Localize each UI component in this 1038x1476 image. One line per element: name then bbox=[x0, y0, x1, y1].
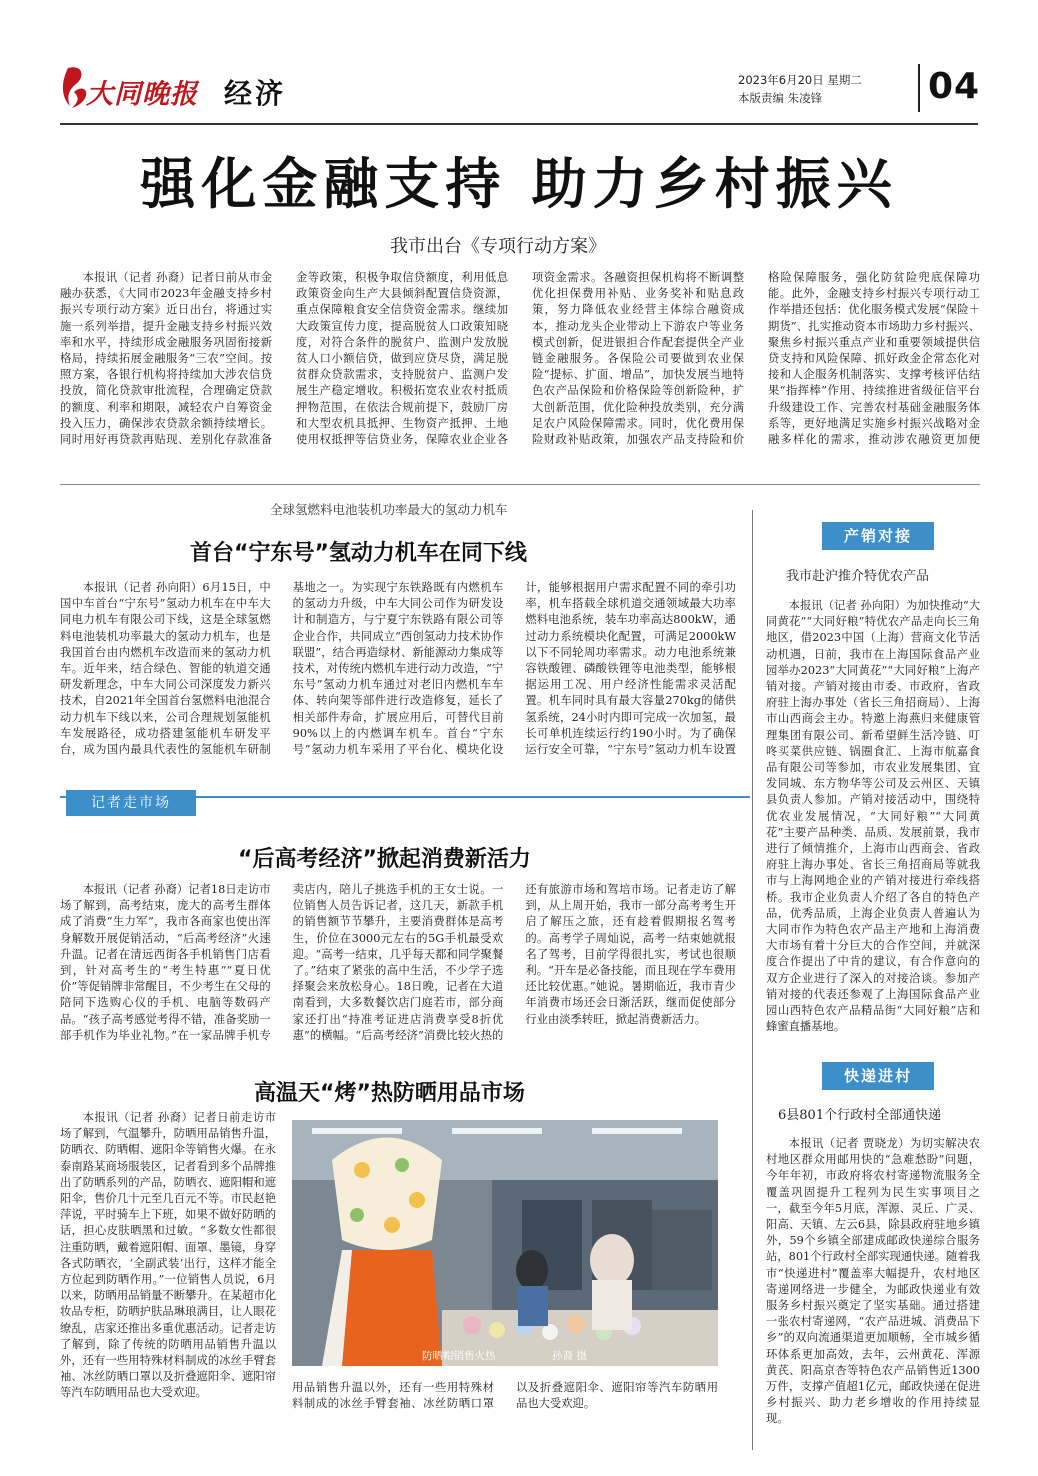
newspaper-logo-text: 大同晚报 bbox=[86, 79, 198, 110]
train-kicker: 全球氢燃料电池装机功率最大的氢动力机车 bbox=[270, 502, 508, 517]
lead-divider bbox=[60, 484, 980, 485]
train-article-text: 本报讯（记者 孙向阳）6月15日，中国中车首台“宁东号”氢动力机车在中车大同电力机车有限公司下线，这是全球氢燃料电池装机功率最大的氢动力机车，也是我国首台由内燃机车改造而来的氢动力机车。近年来，结合绿色、智能的轨道交通研发新理念，中车大同公司深度发力新兴技术，自2021年全国首台氢燃料电池混合动力机车下线以来，公司合理规划氢能机车发展路径，成功搭建氢能机车研发平台，成为国内最具代表性的氢能机车研制基地之一。为实现宁东铁路既有内燃机车的氢动力升级，中车大同公司作为研发设计和制造方，与宁夏宁东铁路有限公司等企业合作，共同成立“西创氢动力技术协作联盟”，结合再造绿材、新能源动力集成等技术，对传统内燃机车进行动力改造，“宁东号”氢动力机车通过对老旧内燃机车车体、转向架等部件进行改造修复，延长了相关部件寿命，扩展应用后，可替代目前90%以上的内燃调车机车。首台“宁东号”氢动力机车采用了平台化、模块化设计，能够根据用户需求配置不同的牵引功率，机车搭载全球机道交通领域最大功率燃料电池系统，装车功率高达800kW，通过动力系统模块化配置，可满足2000kW以下不同轮周功率需求。动力电池系统兼容铁酸锂、磷酸铁锂等电池类型，能够根据运用工况、用户经济性能需求灵活配置。机车同时具有最大容量270kg的储供氢系统，24小时内即可完成一次加氢，最长可单机连续运行约190小时。为了确保运行安全可靠，“宁东号”氢动力机车设置 bbox=[60, 581, 736, 757]
sidebar-tag-sales: 产销对接 bbox=[822, 522, 934, 550]
lead-article-text: 本报讯（记者 孙裔）记者日前从市金融办获悉，《大同市2023年金融支持乡村振兴专项行动方案》近日出台，将通过实施一系列举措，提升金融支持乡村振兴效率和水平，持续形成金融服务巩固衔接新格局，持续拓展金融服务“三农”空间。按照方案，各银行机构将持续加大涉农信贷投放，简化贷款审批流程，合理确定贷款的额度、利率和期限，减轻农户自筹资金投入压力，确保涉农贷款余额持续增长。同时用好再贷款再贴现、差别化存款准备金等政策，积极争取信贷额度，利用低息政策资金向生产大县倾斜配置信贷资源，重点保障粮食安全信贷资金需求。继续加大政策宣传力度，提高脱贫人口政策知晓度，对符合条件的脱贫户、监测户发放脱贫人口小额信贷，做到应贷尽贷，满足脱贫群众贷款需求，支持脱贫户、监测户发展生产稳定增收。积极拓宽农业农村抵质押物范围，在依法合规前提下，鼓励厂房和大型农机具抵押、生物资产抵押、土地使用权抵押等信贷业务，保障农业企业各项资金需求。各融资担保机构将不断调整优化担保费用补贴、业务奖补和贴息政策，努力降低农业经营主体综合融资成本，推动龙头企业带动上下游农户等业务模式创新，促进银担合作配套提供全产业链金融服务。各保险公司要做到农业保险“提标、扩面、增品”，加快发展当地特色农产品保险和价格保险等创新险种，扩大创新范围，优化险种投放类别，充分满足农户风险保障需求。同时，优化费用保险财政补贴政策，加强农产品支持险和价格险保障服务，强化防贫险兜底保障功能。此外，金融支持乡村振兴专项行动工作举措还包括：优化服务模式发展“保险＋期货”、扎实推动资本市场助力乡村振兴、聚焦乡村振兴重点产业和重要领域提供信贷支持和风险保障、抓好政金企常态化对接和人企服务机制落实、支撑考核评估结果“指挥棒”作用、持续推进省级征信平台升级建设工作、完善农村基础金融服务体系等，更好地满足实施乡村振兴战略对金融多样化的需求，推动涉农融资更加便 bbox=[60, 271, 980, 447]
store-scene-image bbox=[292, 1120, 718, 1366]
lead-subheadline: 我市出台《专项行动方案》 bbox=[390, 236, 606, 257]
page-number: 04 bbox=[928, 66, 981, 107]
page-number-divider bbox=[918, 64, 920, 112]
issue-date: 2023年6月20日 星期二 bbox=[738, 73, 862, 87]
train-article-body bbox=[60, 580, 736, 770]
sunscreen-article-body-bottom bbox=[292, 1380, 718, 1446]
sidebar-divider bbox=[752, 510, 753, 1450]
sunscreen-photo bbox=[292, 1120, 718, 1366]
sunscreen-article-body-left bbox=[60, 1110, 276, 1448]
gaokao-article-text: 本报讯（记者 孙裔）记者18日走访市场了解到，高考结束，庞大的高考生群体成了消费“生力军”，我市各商家也使出浑身解数开展促销活动，“后高考经济”火速升温。记者在清远西街各手机销售门店看到，针对高考生的“考生特惠”“夏日优价”等促销牌非常醒目，不少考生在父母的陪同下选购心仪的手机、电脑等数码产品。“孩子高考感觉考得不错，准备奖励一部手机作为毕业礼物。”在一家品牌手机专卖店内，陪儿子挑选手机的王女士说。一位销售人员告诉记者，这几天，新款手机的销售额节节攀升，主要消费群体是高考生，价位在3000元左右的5G手机最受欢迎。“高考一结束，几乎每天都和同学聚餐了。”结束了紧张的高中生活，不少学子选择聚会来放松身心。18日晚，记者在大道南看到，大多数餐饮店门庭若市，部分商家还打出“持准考证进店消费享受8折优惠”的横幅。“后高考经济”消费比较火热的还有旅游市场和驾培市场。记者走访了解到，从上周开始，我市一部分高考考生开启了解压之旅，还有趁着假期报名驾考的。高考学子周灿说，高考一结束她就报名了驾考，目前学得很扎实，考试也很顺利。“开车是必备技能，而且现在学车费用还比较优惠。”她说。暑期临近，我市青少年消费市场还会日渐活跃，继而促使部分行业由淡季转旺，掀起消费新活力。 bbox=[60, 883, 736, 1042]
lead-article-body bbox=[60, 270, 980, 462]
gaokao-headline: “后高考经济”掀起消费新活力 bbox=[238, 847, 531, 872]
lead-headline: 强化金融支持 助力乡村振兴 bbox=[140, 152, 898, 216]
market-section-tag: 记者走市场 bbox=[66, 790, 196, 816]
masthead bbox=[60, 60, 985, 120]
sidebar-tag-express: 快递进村 bbox=[822, 1062, 934, 1090]
sidebar-title-express: 6县801个行政村全部通快递 bbox=[778, 1108, 942, 1123]
train-headline: 首台“宁东号”氢动力机车在同下线 bbox=[190, 541, 527, 566]
sidebar-article-express bbox=[766, 1136, 980, 1448]
sidebar-article-express-text: 本报讯（记者 贾晓龙）为切实解决农村地区群众用邮用快的“急难愁盼”问题，今年年初，市政府将农村寄递物流服务全覆盖巩固提升工程列为民生实事项目之一，截至今年5月底，浑源、灵丘、广灵、阳高、天镇、左云6县，除县政府驻地乡镇外，59个乡镇全部建成邮政快递综合服务站，801个行政村全部实现通快递。随着我市“快递进村”覆盖率大幅提升，农村地区寄递网络进一步健全，为邮政快递业有效服务乡村振兴奠定了坚实基础。通过搭建一张农村寄递网，“农产品进城、消费品下乡”的双向流通渠道更加顺畅，全市城乡循环体系更加高效，去年，云州黄花、浑源黄芪、阳高京杏等特色农产品销售近1300万件，支撑产值超1亿元，邮政快递在促进乡村振兴、助力老乡增收的作用持续显现。 bbox=[766, 1137, 980, 1426]
sidebar-title-sales: 我市赴沪推介特优农产品 bbox=[786, 569, 930, 584]
photo-credit: 孙裔 摄 bbox=[552, 1350, 587, 1362]
section-name: 经济 bbox=[224, 77, 287, 110]
sunscreen-headline: 高温天“烤”热防晒用品市场 bbox=[254, 1081, 525, 1106]
sunscreen-article-text: 本报讯（记者 孙裔）记者日前走访市场了解到，气温攀升，防晒用品销售升温，防晒衣、防晒帽、遮阳伞等销售火爆。在永泰南路某商场服装区，记者看到多个品牌推出了防晒系列的产品，防晒衣、遮阳帽和遮阳伞，售价几十元至几百元不等。市民赵艳萍说，平时骑车上下班，如果不做好防晒的话，担心皮肤晒黑和过敏。“多数女性都很注重防晒，戴着遮阳帽、面罩、墨镜，身穿各式防晒衣，‘全副武装’出行，这样才能全方位起到防晒作用。”一位销售人员说，6月以来，防晒用品销量不断攀升。在某超市化妆品专柜，防晒护肤品琳琅满目，让人眼花缭乱，店家还推出多重优惠活动。记者走访了解到，除了传统的防晒用品销售升温以外，还有一些用特殊材料制成的冰丝手臂套袖、冰丝防晒口罩以及折叠遮阳伞、遮阳帘等汽车防晒用品也大受欢迎。 bbox=[60, 1111, 276, 1400]
sidebar-article-sales-text: 本报讯（记者 孙向阳）为加快推动“大同黄花”“大同好粮”特优农产品走向长三角地区，借2023中国（上海）营商文化节活动机遇，日前，我市在上海国际食品产业园举办2023“大同黄花”“大同好粮”上海产销对接。产销对接由市委、市政府，省政府驻上海办事处（省长三角招商局）、上海市山西商会主办。特邀上海燕归来健康管理集团有限公司、新希望鲜生活冷链、叮咚买菜供应链、锅圈食汇、上海市航嘉食品有限公司等参加，市农业发展集团、宜发同城、东方物华等公司及云州区、天镇县负责人参加。产销对接活动中，围绕特优农业发展情况，“大同好粮”“大同黄花”主要产品种类、品质、发展前景，我市进行了倾情推介，上海市山西商会、省政府驻上海办事处、省长三角招商局等就我市与上海网地企业的产销对接进行牵线搭桥。我市企业负责人介绍了各自的特色产品，优秀品质，上海企业负责人普遍认为大同市作为特色农产品主产地和上海消费大市场有着十分巨大的合作空间，并就深度合作提出了中肯的建议，有合作意向的双方企业进行了深入的对接洽谈。参加产销对接的代表还参观了上海国际食品产业园山西特色农产品精品街“大同好粮”店和蜂蜜直播基地。 bbox=[766, 599, 980, 1034]
masthead-rule bbox=[60, 123, 978, 125]
gaokao-article-body bbox=[60, 882, 736, 1046]
page-editor: 本版责编 朱凌锋 bbox=[738, 91, 823, 105]
photo-caption: 防晒帽销售火热 bbox=[422, 1350, 496, 1362]
sunscreen-article-extra: 用品销售升温以外，还有一些用特殊材料制成的冰丝手臂套袖、冰丝防晒口罩以及折叠遮阳伞、遮阳帘等汽车防晒用品也大受欢迎。 bbox=[292, 1381, 718, 1411]
sidebar-article-sales bbox=[766, 598, 980, 1038]
